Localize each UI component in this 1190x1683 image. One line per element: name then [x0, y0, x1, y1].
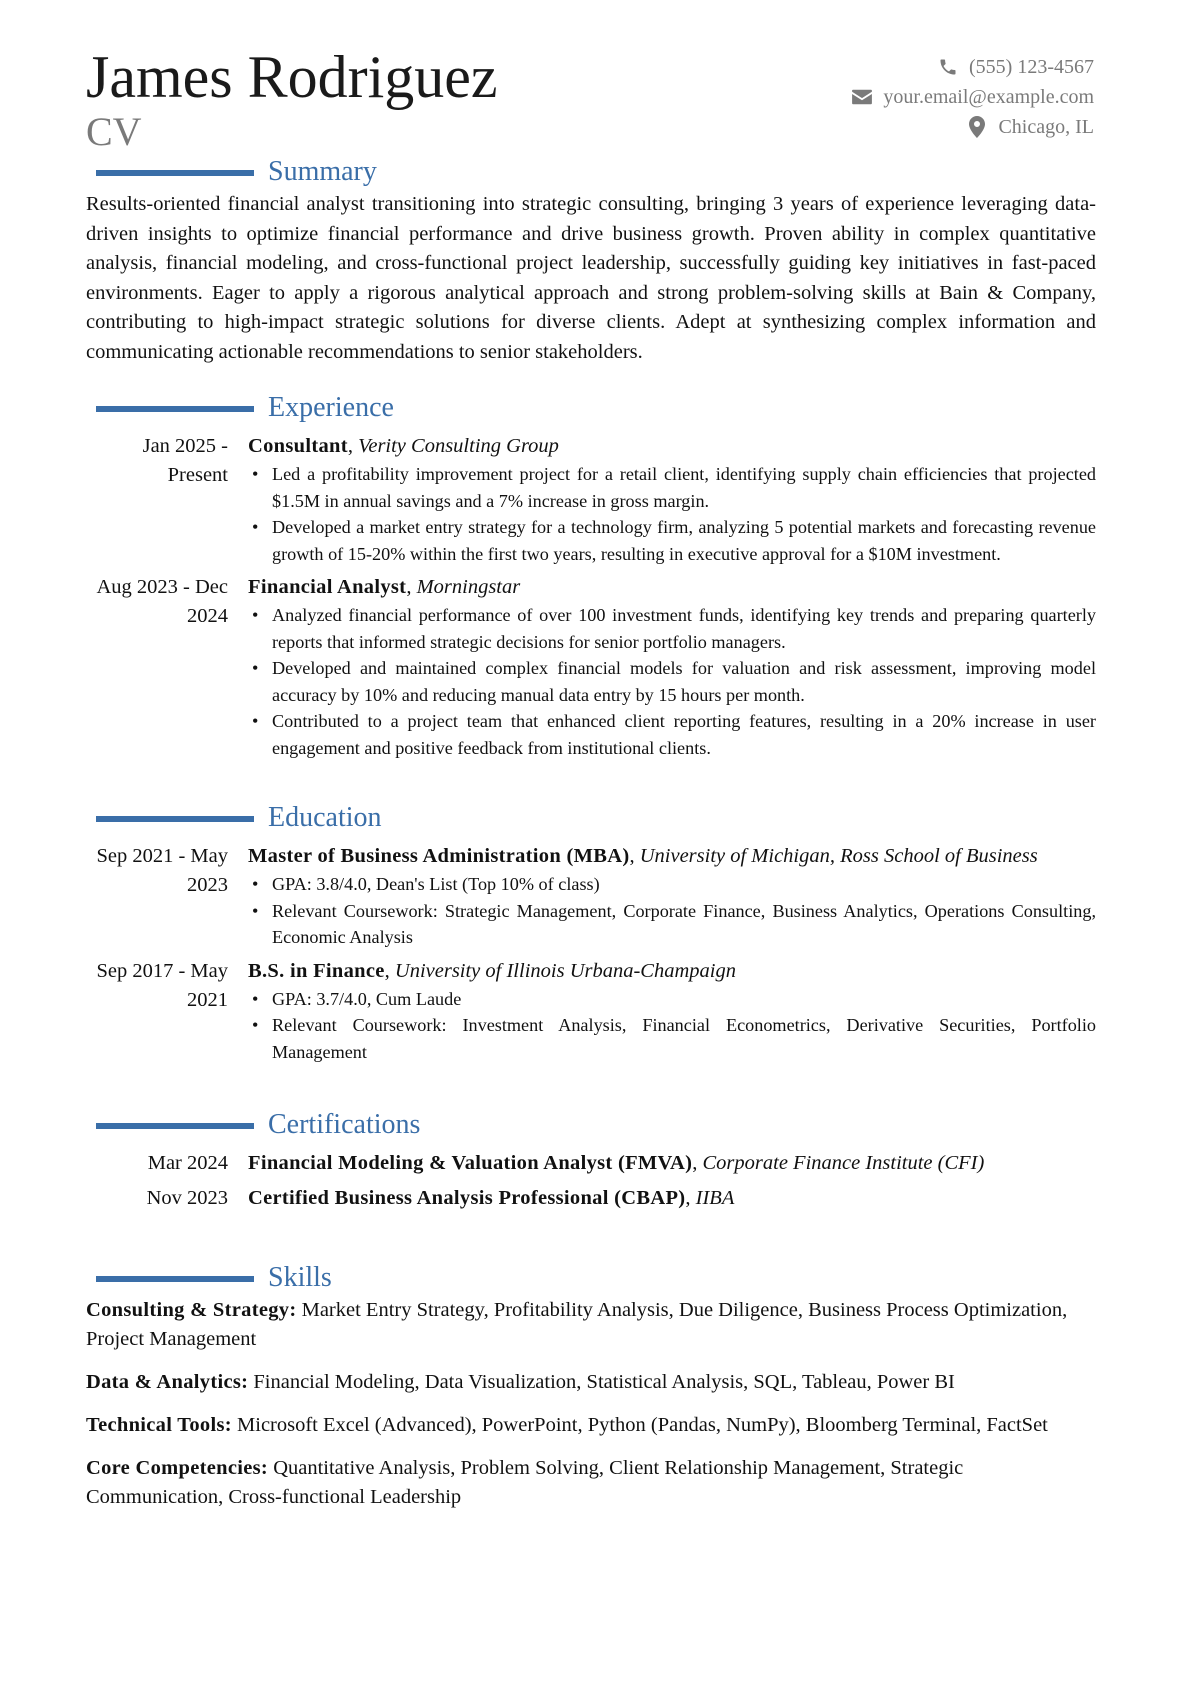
- bullet-item: • Developed a market entry strategy for a technology firm, analyzing 5 potential markets and forecasting revenue growth of 15-20% within the first two years, resulting in executive approval for a $10M investment.: [248, 514, 1096, 567]
- section-accent-bar: [96, 816, 254, 822]
- contact-email: [851, 82, 1094, 112]
- entry-date: Mar 2024: [147, 1152, 228, 1174]
- certification-entry: [86, 1149, 1096, 1178]
- skill-group: [86, 1368, 1096, 1397]
- skill-items: Quantitative Analysis, Problem Solving, Client Relationship Management, Strategic Communication, Cross-functional Leadership: [86, 1457, 964, 1508]
- skill-label: Technical Tools:: [86, 1414, 232, 1436]
- bullet-item: • Contributed to a project team that enhanced client reporting features, resulting in a 20% increase in user engagement and positive feedback from institutional clients.: [248, 708, 1096, 761]
- entry-bullets: [248, 461, 1096, 567]
- entry-role: Certified Business Analysis Professional (CBAP): [248, 1187, 686, 1209]
- skill-items: Market Entry Strategy, Profitability Analysis, Due Diligence, Business Process Optimization, Project Management: [86, 1299, 1068, 1350]
- map-pin-icon: [966, 116, 988, 138]
- skill-group: [86, 1454, 1096, 1512]
- entry-title: Consultant, Verity Consulting Group: [248, 435, 559, 457]
- envelope-icon: [851, 86, 873, 108]
- education-section: [86, 800, 1096, 1065]
- phone-text: (555) 123-4567: [969, 55, 1094, 78]
- entry-title: B.S. in Finance, University of Illinois Urbana-Champaign: [248, 959, 736, 982]
- entry-date: Jan 2025 - Present: [142, 435, 228, 486]
- section-title: Summary: [268, 156, 377, 187]
- skills-heading: [86, 1260, 1096, 1296]
- summary-heading: [86, 154, 1096, 190]
- phone-icon: [937, 56, 959, 78]
- contact-phone: [851, 52, 1094, 82]
- entry-date: Sep 2021 - May 2023: [96, 845, 228, 896]
- contact-location: [851, 112, 1094, 142]
- section-accent-bar: [96, 406, 254, 412]
- education-heading: [86, 800, 1096, 836]
- entry-title: Certified Business Analysis Professional (CBAP), IIBA: [248, 1187, 735, 1209]
- summary-section: [86, 154, 1096, 368]
- entry-bullets: [248, 986, 1096, 1066]
- candidate-name: James Rodriguez: [86, 44, 498, 110]
- email-link[interactable]: your.email@example.com: [883, 85, 1094, 108]
- entry-role: Financial Modeling & Valuation Analyst (FMVA): [248, 1152, 693, 1174]
- skills-section: [86, 1260, 1096, 1526]
- document-subtitle: CV: [86, 109, 142, 154]
- entry-org: University of Illinois Urbana-Champaign: [394, 959, 736, 982]
- entry-bullets: [248, 602, 1096, 761]
- section-title: Education: [268, 802, 382, 833]
- skill-group: [86, 1411, 1096, 1440]
- certifications-heading: [86, 1107, 1096, 1143]
- entry-role: Financial Analyst: [248, 576, 407, 598]
- skill-group: [86, 1296, 1096, 1354]
- entry-org: Verity Consulting Group: [358, 435, 559, 457]
- entry-org: Corporate Finance Institute (CFI): [702, 1152, 985, 1174]
- skill-items: Financial Modeling, Data Visualization, Statistical Analysis, SQL, Tableau, Power BI: [253, 1371, 955, 1393]
- skill-label: Data & Analytics:: [86, 1371, 249, 1393]
- skill-label: Consulting & Strategy:: [86, 1299, 297, 1321]
- entry-org: University of Michigan, Ross School of Business: [639, 845, 1038, 867]
- entry-role: B.S. in Finance: [248, 959, 385, 982]
- section-title: Skills: [268, 1262, 332, 1293]
- bullet-item: • GPA: 3.8/4.0, Dean's List (Top 10% of class): [248, 871, 1096, 898]
- certification-entry: [86, 1184, 1096, 1213]
- certifications-section: [86, 1107, 1096, 1213]
- section-title: Certifications: [268, 1109, 421, 1140]
- bullet-item: • Analyzed financial performance of over 100 investment funds, identifying key trends and preparing quarterly reports that informed strategic decisions for senior portfolio managers.: [248, 602, 1096, 655]
- entry-role: Consultant: [248, 435, 348, 457]
- entry-date: Sep 2017 - May 2021: [96, 959, 228, 1011]
- experience-heading: [86, 390, 1096, 426]
- contact-block: [851, 52, 1094, 142]
- entry-bullets: [248, 871, 1096, 951]
- bullet-item: • Led a profitability improvement project for a retail client, identifying supply chain efficiencies that projected $1.5M in annual savings and a 7% increase in gross margin.: [248, 461, 1096, 514]
- section-title: Experience: [268, 392, 394, 423]
- experience-entry: [86, 573, 1096, 761]
- section-accent-bar: [96, 170, 254, 176]
- entry-org: Morningstar: [416, 576, 521, 598]
- entry-title: Master of Business Administration (MBA), University of Michigan, Ross School of Business: [248, 845, 1038, 867]
- bullet-item: • Relevant Coursework: Investment Analysis, Financial Econometrics, Derivative Securities, Portfolio Management: [248, 1012, 1096, 1065]
- entry-date: Aug 2023 - Dec 2024: [96, 576, 228, 627]
- entry-title: Financial Analyst, Morningstar: [248, 576, 521, 598]
- section-accent-bar: [96, 1123, 254, 1129]
- entry-org: IIBA: [695, 1187, 735, 1209]
- skill-items: Microsoft Excel (Advanced), PowerPoint, Python (Pandas, NumPy), Bloomberg Terminal, FactSet: [237, 1414, 1048, 1436]
- section-accent-bar: [96, 1276, 254, 1282]
- experience-section: [86, 390, 1096, 761]
- location-text: Chicago, IL: [998, 115, 1094, 138]
- entry-date: Nov 2023: [146, 1187, 228, 1209]
- education-entry: [86, 842, 1096, 951]
- bullet-item: • GPA: 3.7/4.0, Cum Laude: [248, 986, 1096, 1013]
- skill-label: Core Competencies:: [86, 1457, 269, 1479]
- summary-text: Results-oriented financial analyst transitioning into strategic consulting, bringing 3 years of experience leveraging data-driven insights to optimize financial performance and drive business growth. Proven ability in complex quantitative analysis, financial modeling, and cross-functional project leadership, successfully guiding key initiatives in fast-paced environments. Eager to apply a rigorous analytical approach and strong problem-solving skills at Bain & Company, contributing to high-impact strategic solutions for diverse clients. Adept at synthesizing complex information and communicating actionable recommendations to senior stakeholders.: [86, 193, 1096, 363]
- entry-role: Master of Business Administration (MBA): [248, 845, 630, 867]
- education-entry: [86, 957, 1096, 1066]
- experience-entry: [86, 432, 1096, 567]
- bullet-item: • Relevant Coursework: Strategic Management, Corporate Finance, Business Analytics, Operations Consulting, Economic Analysis: [248, 898, 1096, 951]
- entry-title: Financial Modeling & Valuation Analyst (FMVA), Corporate Finance Institute (CFI): [248, 1152, 985, 1174]
- bullet-item: • Developed and maintained complex financial models for valuation and risk assessment, improving model accuracy by 10% and reducing manual data entry by 15 hours per month.: [248, 655, 1096, 708]
